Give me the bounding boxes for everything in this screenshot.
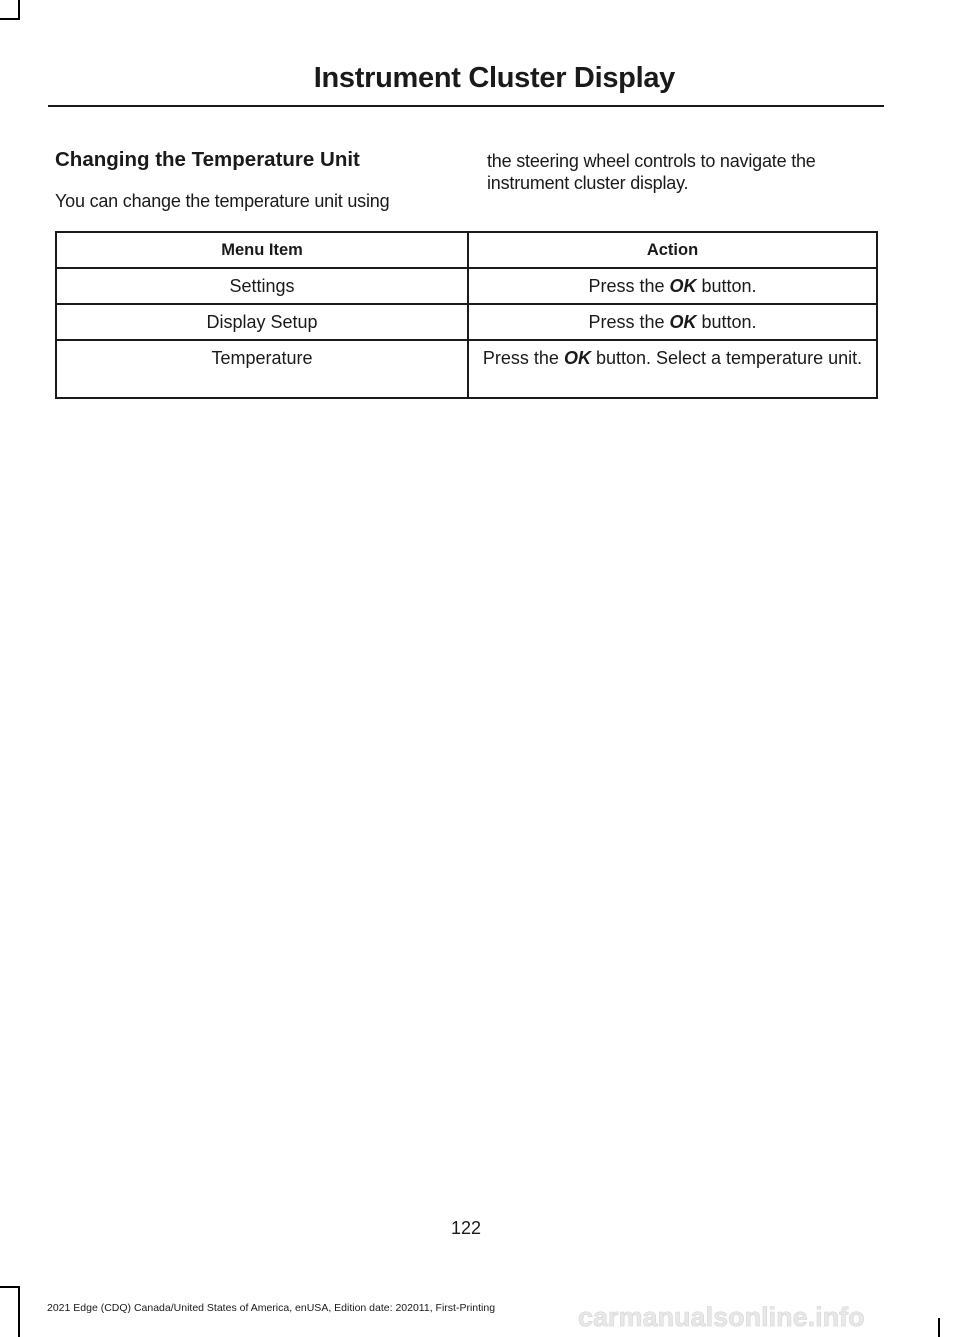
ok-key: OK: [669, 312, 697, 332]
action-text: button.: [696, 312, 757, 332]
table-row: [56, 304, 877, 340]
ok-key: OK: [669, 276, 697, 296]
action-text: Press the: [588, 312, 670, 332]
title-rule: [48, 105, 884, 107]
table-row: [56, 268, 877, 304]
header-menu-item: Menu Item: [56, 232, 468, 268]
action-cell: [468, 268, 877, 304]
crop-mark-top-left-v: [18, 0, 20, 20]
action-cell: [468, 304, 877, 340]
header-action: Action: [468, 232, 877, 268]
table-row: [56, 340, 877, 398]
crop-mark-bottom-left-h: [0, 1286, 20, 1288]
page-number: 122: [450, 1218, 482, 1238]
table-header-row: [56, 232, 877, 268]
svg-text:carmanualsonline.info: carmanualsonline.info: [578, 1302, 865, 1332]
menu-item-cell: Settings: [56, 268, 468, 304]
menu-table: [55, 231, 878, 399]
right-column: [487, 148, 882, 194]
crop-mark-top-left-h: [0, 18, 20, 20]
action-text: Press the: [482, 348, 564, 368]
intro-text-left: You can change the temperature unit using: [55, 191, 390, 211]
section-heading: Changing the Temperature Unit: [55, 148, 360, 171]
action-text: Press the: [588, 276, 670, 296]
page-title: Instrument Cluster Display: [313, 62, 675, 94]
intro-text-right: the steering wheel controls to navigate the instrument cluster display.: [487, 151, 816, 193]
edition-footer: 2021 Edge (CDQ) Canada/United States of America, enUSA, Edition date: 202011, First-Printing: [47, 1302, 496, 1314]
left-column: [55, 148, 455, 212]
watermark-logo: [578, 1300, 958, 1334]
crop-mark-bottom-left-v: [18, 1286, 20, 1337]
menu-item-cell: Temperature: [56, 340, 468, 398]
action-cell: [468, 340, 877, 398]
action-text: button. Select a temperature unit.: [590, 348, 863, 368]
ok-key: OK: [563, 348, 591, 368]
menu-item-cell: Display Setup: [56, 304, 468, 340]
action-text: button.: [696, 276, 757, 296]
